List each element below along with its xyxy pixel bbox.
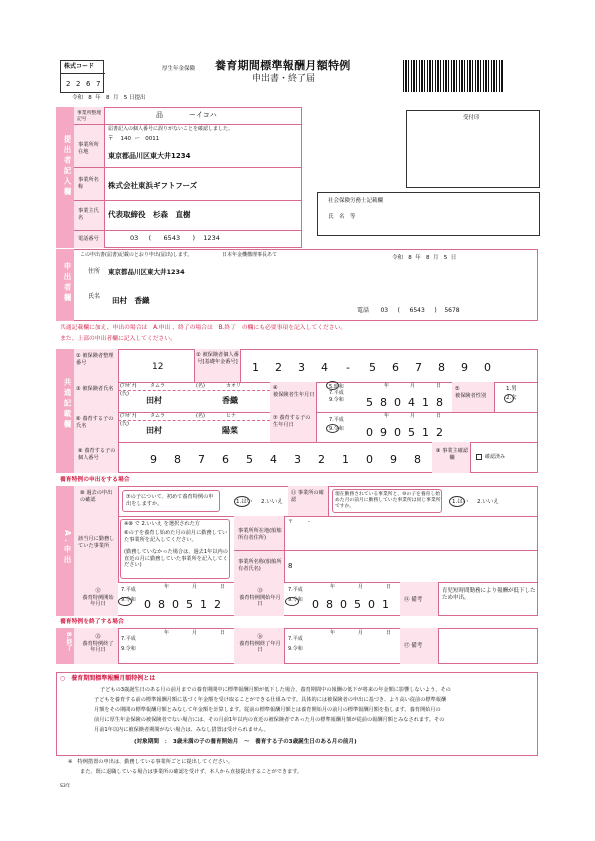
f7-digit: 0 <box>394 426 401 439</box>
b2-month-label: 月 <box>358 630 364 636</box>
a5-era-circle <box>285 597 299 606</box>
a5-digit: 1 <box>382 598 389 611</box>
explanation-note1: ※ 特例措置の申出は、勤務している事業所ごとに提出してください。 <box>68 759 234 765</box>
f7-digit: 2 <box>436 426 443 439</box>
a3-name-label: 事業所名称(船舶所有者氏名) <box>238 559 282 572</box>
section-b-side-label: B.終了 <box>65 632 72 651</box>
address-value: 東京都品川区東大井1234 <box>108 152 191 160</box>
address-label: 事業所所在地 <box>78 142 99 155</box>
f4-digit: 8 <box>380 396 387 409</box>
a2-options: 1.はい 2.いいえ <box>452 499 499 505</box>
f2-digit: 9 <box>461 361 468 374</box>
b3-label: ⑰ 備考 <box>404 643 423 649</box>
stock-code-digit: 6 <box>86 80 91 88</box>
f3-sei-mark: (氏) <box>120 391 129 397</box>
a5-label: ⑬ 養育特例開始年月日 <box>239 588 281 607</box>
f8-digit: 1 <box>342 453 349 466</box>
barcode <box>403 60 503 92</box>
insurance-type: 厚生年金保険 <box>162 66 196 72</box>
office-code-value1: 品 <box>156 111 163 119</box>
f3-mei: 香織 <box>222 396 238 405</box>
f8-digit: 4 <box>270 453 277 466</box>
a5-digit: 8 <box>326 598 333 611</box>
a3-name-value: 8 <box>288 562 293 570</box>
applicant-addressee: 日本年金機構理事長あて <box>222 252 278 258</box>
a4-label: ⑫ 養育特例開始年月日 <box>82 588 114 607</box>
f4-year-label: 年 <box>384 383 390 389</box>
f6-mei-mark: (名) <box>196 413 205 419</box>
a3-desc1: ※⑩ で 2.いいえ を選択された方 <box>124 521 200 527</box>
f2-digit: 4 <box>321 361 328 374</box>
a2-desc: 現在勤務されている事業所と、⑩の子を養育し始めた月の前月に勤務していた事業所は同じ事業所ですか。 <box>335 492 441 509</box>
stock-code-digit: 2 <box>66 80 71 88</box>
f8-digit: 7 <box>198 453 205 466</box>
explanation-note2: また、既に退職している場合は事業所の確認を受けず、本人から直接提出することができます。 <box>80 769 303 775</box>
explanation-line: 子どもの3歳誕生日のある月の前月までの養育期間中に標準報酬月額が低下した場合、養育期間中の報酬の低下が将来の年金額に影響しないよう、その <box>100 687 451 693</box>
a5-era-options: 7.平成 9.令和 <box>288 587 303 603</box>
f4-digit: 0 <box>394 396 401 409</box>
a2-circle <box>449 496 465 507</box>
notice-line1: 共通記載欄に加え、申出の場合は A.申出 、終了の場合は B.終了 の欄にも必要事項を記入してください。 <box>60 325 347 331</box>
f2-digit: 8 <box>438 361 445 374</box>
sharoushi-label: 社会保険労務士記載欄 <box>328 198 384 204</box>
f3-mei-mark: (名) <box>196 383 205 389</box>
a4-year-label: 年 <box>164 584 170 590</box>
f8-digit: 3 <box>294 453 301 466</box>
f8-digit: 5 <box>246 453 253 466</box>
f3-sei: 田村 <box>146 396 162 405</box>
b1-day-label: 日 <box>220 630 226 636</box>
explanation-line: 月額をその期間の標準報酬月額とみなして年金額を計算します。従前の標準報酬月額とは養育開始月の前月の標準報酬月額を指します。養育開始月の <box>94 707 441 713</box>
common-side-label: 共通記載欄 <box>63 378 72 431</box>
a5-day-label: 日 <box>386 584 392 590</box>
f2-digit: 1 <box>252 361 259 374</box>
a4-era-circle <box>118 597 132 606</box>
f1-label: ① 被保険者整理番号 <box>76 353 114 366</box>
f2-digit: 7 <box>415 361 422 374</box>
a5-digit: 0 <box>312 598 319 611</box>
sharoushi-box <box>317 192 540 236</box>
f9-check-label: 確認済み <box>485 454 506 460</box>
applicant-address-value: 東京都品川区東大井1234 <box>108 268 185 276</box>
f6-sei: 田村 <box>146 426 162 435</box>
form-title: 養育期間標準報酬月額特例 <box>215 59 351 72</box>
explanation-period: (対象期間 ： 3歳未満の子の養育開始月 ～ 養育する子の3歳誕生日のある月の前月) <box>134 739 357 745</box>
a3-desc3: (勤務していなかった場合は、過去1年以内の直近の月に勤務していた事業所を記入してください) <box>124 549 228 568</box>
f5-circle <box>504 394 514 403</box>
owner-label: 事業主氏名 <box>78 208 99 221</box>
receipt-stamp-label: 受付印 <box>463 115 480 121</box>
a6-value: 育児短時間勤務により報酬が低下したため申出。 <box>442 588 536 601</box>
a6-label: ⑭ 備考 <box>404 597 423 603</box>
explanation-line: 前月に厚生年金保険の被保険者でない場合には、その月前1年以内の直近の被保険者であった月の標準報酬月額が従前の報酬月額とみなされます。その <box>94 717 445 723</box>
a1-desc: ⑦の子について、初めて養育特例の申出をしますか。 <box>126 494 214 507</box>
a4-month-label: 月 <box>192 584 198 590</box>
a4-digit: 5 <box>186 598 193 611</box>
f2-digit: 3 <box>298 361 305 374</box>
a5-month-label: 月 <box>358 584 364 590</box>
f2-digit: - <box>346 361 350 374</box>
explanation-line: 月前1年以内に被保険者期間がない場合は、みなし措置は受けられません。 <box>94 727 269 733</box>
section-a-side-label: A.申出 <box>63 530 72 566</box>
applicant-note: この申出書(届書)記載のとおり申出(届出)します。 <box>80 252 193 258</box>
a4-digit: 0 <box>172 598 179 611</box>
a1-label: ⑩ 過去の申出の確認 <box>80 490 113 503</box>
page-code: S3年 <box>60 784 71 789</box>
applicant-person-section <box>56 249 538 321</box>
notice-line2: また、上部の申出者欄に記入してください。 <box>60 336 176 342</box>
b1-label: ⑮ 養育特例終了年月日 <box>82 634 114 653</box>
receipt-stamp-box <box>406 110 540 188</box>
a5-digit: 0 <box>368 598 375 611</box>
office-code-label: 事業所整理記号 <box>77 111 101 122</box>
f6-kana-sei: タムラ <box>150 413 166 419</box>
f6-label: ⑥ 養育する子の氏名 <box>76 416 114 429</box>
submitter-side-label: 提出者記入欄 <box>63 135 72 198</box>
f4-month-label: 月 <box>410 383 416 389</box>
f4-digit: 5 <box>366 396 373 409</box>
f3-kana-mark: (ﾌﾘｶﾞﾅ) <box>120 383 137 389</box>
f1-value: 12 <box>152 362 164 372</box>
a5-digit: 5 <box>354 598 361 611</box>
explanation-line: 子どもを養育する前の標準報酬月額に基づく年金額を受け取ることができる仕組みです。具体的には被保険者の申出に基づき、より高い従前の標準報酬 <box>94 697 447 703</box>
a4-digit: 1 <box>200 598 207 611</box>
f4-digit: 1 <box>422 396 429 409</box>
stock-code-digit: 2 <box>76 80 81 88</box>
f8-digit: 2 <box>318 453 325 466</box>
f8-digit: 8 <box>414 453 421 466</box>
f9-checkbox[interactable] <box>476 454 482 460</box>
f4-era-options: 5.昭和 7.平成 9.令和 <box>329 384 344 403</box>
office-code-value2: ーイコハ <box>189 111 217 119</box>
f7-era-circle <box>326 424 339 433</box>
b1-era-options: 7.平成 9.令和 <box>121 636 136 652</box>
f7-digit: 5 <box>408 426 415 439</box>
applicant-name-value: 田村 香織 <box>112 296 150 305</box>
f7-digit: 0 <box>366 426 373 439</box>
applicant-person-side-label: 申出者欄 <box>63 262 72 304</box>
b1-year-label: 年 <box>164 630 170 636</box>
section-a-heading: 養育特例の申出をする場合 <box>60 477 130 483</box>
f6-kana-mei: ヒナ <box>226 413 237 419</box>
a4-digit: 8 <box>158 598 165 611</box>
f4-day-label: 日 <box>436 383 442 389</box>
postal-code: 〒 140 ー 0011 <box>108 136 160 142</box>
b1-month-label: 月 <box>192 630 198 636</box>
f4-era-circle <box>326 381 339 390</box>
f4-digit: 4 <box>408 396 415 409</box>
a2-label: ⑪ 事業所の確認 <box>291 490 324 503</box>
f8-digit: 9 <box>150 453 157 466</box>
form-subtitle: 申出書・終了届 <box>252 74 316 84</box>
f2-digit: 2 <box>275 361 282 374</box>
f3-kana-mei: カオリ <box>226 383 242 389</box>
applicant-date: 令和 8 年 8 月 5 日 <box>392 255 457 261</box>
f8-digit: 8 <box>174 453 181 466</box>
b2-label: ⑯ 養育特例終了年月日 <box>239 634 281 653</box>
stock-code-label: 株式コード <box>64 63 95 70</box>
b2-day-label: 日 <box>386 630 392 636</box>
applicant-phone: 電話 03 ( 6543 ) 5678 <box>357 307 460 314</box>
f4-digit: 8 <box>436 396 443 409</box>
f6-sei-mark: (氏) <box>120 421 129 427</box>
b2-era-options: 7.平成 9.令和 <box>288 636 303 652</box>
stock-code-box <box>60 60 104 93</box>
applicant-address-label: 住所 <box>88 268 101 275</box>
a3-desc2: ⑥の子を養育し始めた月の前月に勤務していた事業所を記入してください。 <box>124 530 228 543</box>
f7-era-options: 7.平成 9.令和 <box>329 417 344 432</box>
a5-year-label: 年 <box>330 584 336 590</box>
a4-day-label: 日 <box>220 584 226 590</box>
a4-digit: 0 <box>144 598 151 611</box>
f8-digit: 0 <box>366 453 373 466</box>
f2-label: ② 被保険者個人番号[基礎年金番号] <box>196 352 239 365</box>
f8-digit: 6 <box>222 453 229 466</box>
f8-label: ⑧ 養育する子の個人番号 <box>78 448 116 461</box>
f3-kana-sei: タムラ <box>150 383 166 389</box>
f9-label: ⑨ 事業主確認欄 <box>435 448 469 461</box>
f3-label: ③ 被保険者氏名 <box>76 386 114 392</box>
f7-month-label: 月 <box>410 413 416 419</box>
phone-label: 電話番号 <box>78 236 99 242</box>
f4-label: ④ 被保険者生年月日 <box>273 385 315 398</box>
f7-label: ⑦ 養育する子の生年月日 <box>273 415 311 428</box>
a3-addr-label: 事業所所在地(船舶所有者住所) <box>238 528 282 541</box>
a4-digit: 2 <box>214 598 221 611</box>
office-name-value: 株式会社東浜ギフトフーズ <box>108 181 198 190</box>
f6-kana-mark: (ﾌﾘｶﾞﾅ) <box>120 413 137 419</box>
a5-digit: 0 <box>340 598 347 611</box>
f7-digit: 1 <box>422 426 429 439</box>
explanation-title: ○ 養育期間標準報酬月額特例とは <box>60 675 156 682</box>
stock-code-digit: 7 <box>96 80 101 88</box>
f7-year-label: 年 <box>384 413 390 419</box>
f7-day-label: 日 <box>436 413 442 419</box>
a1-options: 1.はい 2.いいえ <box>236 499 283 505</box>
b2-year-label: 年 <box>330 630 336 636</box>
submit-date: 令和 8 年 8 月 5 日提出 <box>72 95 146 101</box>
a4-era-options: 7.平成 9.令和 <box>121 587 136 603</box>
applicant-name-label: 氏名 <box>88 293 101 300</box>
a3-addr-value: 〒 - <box>288 519 310 525</box>
f8-digit: 9 <box>390 453 397 466</box>
a1-circle <box>234 496 250 507</box>
address-note: 届書記入の個人番号に誤りがないことを確認しました。 <box>108 126 234 132</box>
f5-label: ⑤ 被保険者性別 <box>455 386 487 399</box>
section-b-heading: 養育特例を終了する場合 <box>60 619 124 625</box>
f2-digit: 0 <box>484 361 491 374</box>
office-name-label: 事業所名称 <box>78 177 99 190</box>
owner-value: 代表取締役 杉森 直樹 <box>108 210 191 219</box>
f5-options: 1.男 2.女 <box>506 386 517 402</box>
f2-digit: 6 <box>392 361 399 374</box>
a3-label: 該当月に勤務していた事業所 <box>78 536 115 549</box>
f6-mei: 陽菜 <box>222 426 238 435</box>
f7-digit: 9 <box>380 426 387 439</box>
f2-digit: 5 <box>369 361 376 374</box>
sharoushi-name-label: 氏 名 等 <box>328 214 356 220</box>
phone-value: 03 ( 6543 ) 1234 <box>130 234 220 242</box>
